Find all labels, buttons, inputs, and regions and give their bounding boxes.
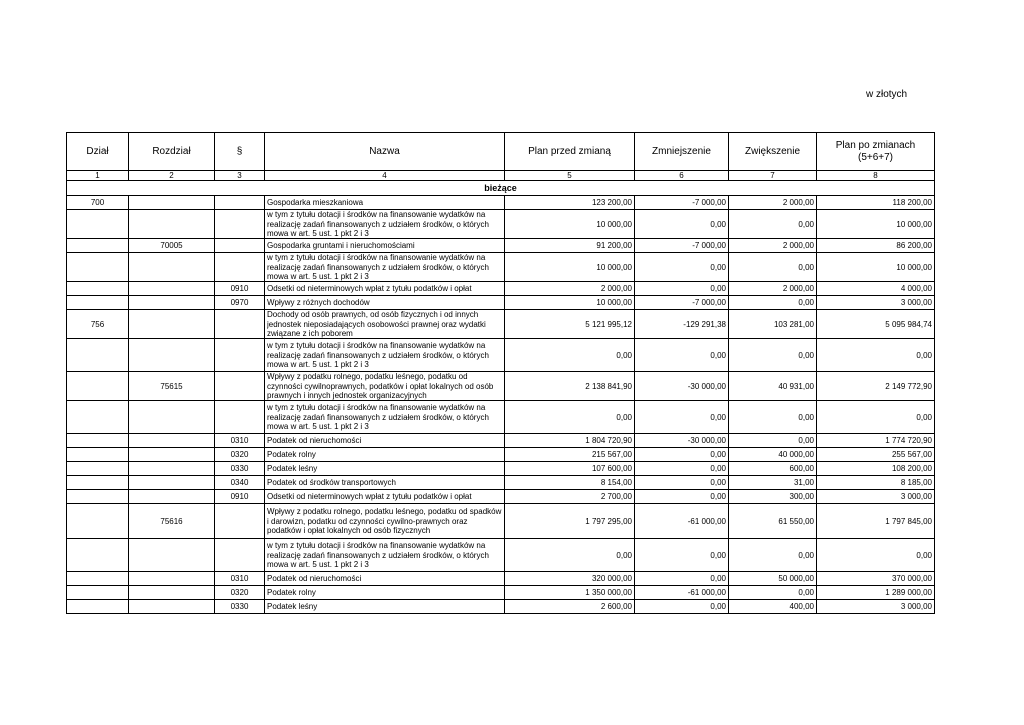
cell-nazwa — [265, 600, 505, 614]
cell-plan-przed: 8 154,00 — [505, 476, 635, 490]
cell-dzial — [67, 372, 129, 401]
cell-dzial — [67, 296, 129, 310]
cell-plan-po: 3 000,00 — [817, 490, 935, 504]
cell-zwiekszenie: 0,00 — [729, 434, 817, 448]
cell-plan-po: 5 095 984,74 — [817, 310, 935, 339]
cell-zmniejszenie: 0,00 — [635, 572, 729, 586]
table-row — [67, 310, 935, 339]
column-number: 3 — [215, 171, 265, 181]
cell-rozdzial — [129, 539, 215, 572]
cell-paragraf: 0330 — [215, 462, 265, 476]
cell-nazwa — [265, 401, 505, 434]
cell-plan-przed: 10 000,00 — [505, 210, 635, 239]
cell-plan-po: 4 000,00 — [817, 282, 935, 296]
cell-rozdzial — [129, 586, 215, 600]
cell-nazwa — [265, 434, 505, 448]
cell-rozdzial — [129, 310, 215, 339]
cell-nazwa — [265, 210, 505, 239]
cell-paragraf: 0320 — [215, 586, 265, 600]
column-number: 4 — [265, 171, 505, 181]
cell-rozdzial: 75615 — [129, 372, 215, 401]
cell-dzial — [67, 462, 129, 476]
cell-plan-przed: 320 000,00 — [505, 572, 635, 586]
cell-rozdzial — [129, 339, 215, 372]
cell-rozdzial — [129, 434, 215, 448]
row-name-text: Podatek od nieruchomości — [267, 436, 362, 446]
cell-dzial: 756 — [67, 310, 129, 339]
cell-plan-przed: 1 804 720,90 — [505, 434, 635, 448]
cell-zmniejszenie: 0,00 — [635, 539, 729, 572]
cell-zmniejszenie: -7 000,00 — [635, 296, 729, 310]
cell-nazwa — [265, 253, 505, 282]
cell-zwiekszenie: 61 550,00 — [729, 504, 817, 539]
cell-plan-przed: 2 700,00 — [505, 490, 635, 504]
cell-plan-po: 86 200,00 — [817, 239, 935, 253]
cell-paragraf — [215, 339, 265, 372]
cell-nazwa — [265, 282, 505, 296]
table-row — [67, 339, 935, 372]
cell-dzial — [67, 504, 129, 539]
table-row — [67, 253, 935, 282]
cell-plan-po: 0,00 — [817, 401, 935, 434]
cell-nazwa — [265, 539, 505, 572]
unit-label: w złotych — [866, 89, 908, 100]
cell-dzial — [67, 339, 129, 372]
cell-nazwa — [265, 490, 505, 504]
header-nazwa: Nazwa — [265, 133, 505, 171]
row-name-text: Podatek rolny — [267, 588, 316, 598]
cell-rozdzial — [129, 476, 215, 490]
cell-plan-przed: 1 797 295,00 — [505, 504, 635, 539]
cell-dzial — [67, 490, 129, 504]
cell-rozdzial — [129, 253, 215, 282]
header-row — [67, 133, 935, 171]
cell-dzial — [67, 401, 129, 434]
cell-nazwa — [265, 448, 505, 462]
cell-plan-przed: 2 138 841,90 — [505, 372, 635, 401]
cell-zmniejszenie: 0,00 — [635, 282, 729, 296]
cell-paragraf — [215, 401, 265, 434]
cell-nazwa — [265, 476, 505, 490]
cell-zwiekszenie: 40 000,00 — [729, 448, 817, 462]
cell-plan-przed: 215 567,00 — [505, 448, 635, 462]
cell-plan-po: 1 774 720,90 — [817, 434, 935, 448]
cell-plan-po: 10 000,00 — [817, 253, 935, 282]
row-name-text: Gospodarka mieszkaniowa — [267, 198, 364, 208]
row-name-text: Podatek rolny — [267, 450, 316, 460]
cell-plan-przed: 2 600,00 — [505, 600, 635, 614]
cell-paragraf: 0910 — [215, 490, 265, 504]
cell-dzial — [67, 448, 129, 462]
cell-zmniejszenie: -129 291,38 — [635, 310, 729, 339]
cell-paragraf: 0330 — [215, 600, 265, 614]
cell-dzial — [67, 434, 129, 448]
cell-dzial — [67, 210, 129, 239]
row-name-text: w tym z tytułu dotacji i środków na finansowanie wydatków na realizację zadań finansowanych z udziałem środków, o których mowa w art. 5 ust. 1 pkt 2 i 3 — [267, 403, 489, 432]
cell-paragraf — [215, 239, 265, 253]
table-row — [67, 462, 935, 476]
cell-rozdzial — [129, 600, 215, 614]
cell-paragraf: 0910 — [215, 282, 265, 296]
cell-plan-przed: 10 000,00 — [505, 296, 635, 310]
cell-zwiekszenie: 2 000,00 — [729, 196, 817, 210]
cell-plan-przed: 2 000,00 — [505, 282, 635, 296]
table-body — [67, 196, 935, 614]
cell-zwiekszenie: 0,00 — [729, 539, 817, 572]
column-number: 5 — [505, 171, 635, 181]
row-name-text: w tym z tytułu dotacji i środków na finansowanie wydatków na realizację zadań finansowanych z udziałem środków, o których mowa w art. 5 ust. 1 pkt 2 i 3 — [267, 341, 489, 370]
section-row — [67, 181, 935, 196]
cell-plan-po: 10 000,00 — [817, 210, 935, 239]
row-name-text: w tym z tytułu dotacji i środków na finansowanie wydatków na realizację zadań finansowanych z udziałem środków, o których mowa w art. 5 ust. 1 pkt 2 i 3 — [267, 541, 489, 570]
cell-paragraf: 0340 — [215, 476, 265, 490]
cell-nazwa — [265, 462, 505, 476]
cell-nazwa — [265, 310, 505, 339]
table-row — [67, 239, 935, 253]
cell-paragraf: 0310 — [215, 572, 265, 586]
cell-zwiekszenie: 40 931,00 — [729, 372, 817, 401]
cell-zmniejszenie: 0,00 — [635, 462, 729, 476]
cell-zwiekszenie: 31,00 — [729, 476, 817, 490]
table-row — [67, 372, 935, 401]
cell-plan-przed: 5 121 995,12 — [505, 310, 635, 339]
cell-paragraf: 0970 — [215, 296, 265, 310]
cell-zmniejszenie: 0,00 — [635, 448, 729, 462]
cell-zwiekszenie: 0,00 — [729, 210, 817, 239]
cell-plan-przed: 10 000,00 — [505, 253, 635, 282]
cell-paragraf — [215, 372, 265, 401]
cell-zmniejszenie: -7 000,00 — [635, 196, 729, 210]
row-name-text: Dochody od osób prawnych, od osób fizycznych i od innych jednostek nieposiadających osobowości prawnej oraz wydatki związane z ich poborem — [267, 310, 486, 339]
cell-paragraf — [215, 539, 265, 572]
cell-plan-po: 1 289 000,00 — [817, 586, 935, 600]
table-row — [67, 490, 935, 504]
cell-zwiekszenie: 0,00 — [729, 586, 817, 600]
header-plan-po: Plan po zmianach (5+6+7) — [817, 133, 935, 171]
cell-rozdzial — [129, 401, 215, 434]
cell-zwiekszenie: 50 000,00 — [729, 572, 817, 586]
header-plan-przed: Plan przed zmianą — [505, 133, 635, 171]
cell-paragraf — [215, 210, 265, 239]
row-name-text: Odsetki od nieterminowych wpłat z tytułu podatków i opłat — [267, 492, 472, 502]
cell-zmniejszenie: 0,00 — [635, 401, 729, 434]
cell-plan-po: 255 567,00 — [817, 448, 935, 462]
cell-paragraf: 0320 — [215, 448, 265, 462]
cell-zmniejszenie: 0,00 — [635, 600, 729, 614]
cell-rozdzial — [129, 282, 215, 296]
header-zwiekszenie: Zwiększenie — [729, 133, 817, 171]
cell-plan-przed: 1 350 000,00 — [505, 586, 635, 600]
cell-plan-po: 8 185,00 — [817, 476, 935, 490]
cell-dzial — [67, 572, 129, 586]
row-name-text: Podatek leśny — [267, 602, 318, 612]
cell-dzial — [67, 239, 129, 253]
cell-zwiekszenie: 2 000,00 — [729, 239, 817, 253]
cell-nazwa — [265, 239, 505, 253]
table-row — [67, 210, 935, 239]
table-row — [67, 600, 935, 614]
header-paragraf: § — [215, 133, 265, 171]
table-row — [67, 572, 935, 586]
cell-plan-przed: 0,00 — [505, 539, 635, 572]
cell-plan-po: 2 149 772,90 — [817, 372, 935, 401]
cell-rozdzial — [129, 210, 215, 239]
cell-rozdzial — [129, 572, 215, 586]
cell-plan-po: 118 200,00 — [817, 196, 935, 210]
cell-dzial — [67, 282, 129, 296]
cell-plan-przed: 0,00 — [505, 401, 635, 434]
cell-dzial — [67, 539, 129, 572]
row-name-text: Wpływy z podatku rolnego, podatku leśnego, podatku od czynności cywilnoprawnych, podatków i opłat lokalnych od osób prawnych i innych jednostek organizacyjnych — [267, 372, 494, 401]
cell-zwiekszenie: 0,00 — [729, 339, 817, 372]
cell-dzial — [67, 600, 129, 614]
cell-zmniejszenie: -30 000,00 — [635, 434, 729, 448]
cell-plan-po: 370 000,00 — [817, 572, 935, 586]
row-name-text: Odsetki od nieterminowych wpłat z tytułu podatków i opłat — [267, 284, 472, 294]
cell-paragraf — [215, 253, 265, 282]
table-row — [67, 586, 935, 600]
table-row — [67, 476, 935, 490]
cell-zmniejszenie: 0,00 — [635, 490, 729, 504]
cell-dzial — [67, 586, 129, 600]
cell-nazwa — [265, 296, 505, 310]
row-name-text: Podatek leśny — [267, 464, 318, 474]
column-number: 7 — [729, 171, 817, 181]
column-number: 2 — [129, 171, 215, 181]
column-number: 6 — [635, 171, 729, 181]
row-name-text: Podatek od nieruchomości — [267, 574, 362, 584]
table-row — [67, 296, 935, 310]
row-name-text: Gospodarka gruntami i nieruchomościami — [267, 241, 415, 251]
table-row — [67, 401, 935, 434]
cell-nazwa — [265, 572, 505, 586]
cell-nazwa — [265, 586, 505, 600]
cell-nazwa — [265, 372, 505, 401]
row-name-text: Podatek od środków transportowych — [267, 478, 396, 488]
section-title: bieżące — [67, 181, 935, 196]
cell-rozdzial — [129, 490, 215, 504]
cell-zmniejszenie: -30 000,00 — [635, 372, 729, 401]
row-name-text: w tym z tytułu dotacji i środków na finansowanie wydatków na realizację zadań finansowanych z udziałem środków, o których mowa w art. 5 ust. 1 pkt 2 i 3 — [267, 210, 489, 239]
cell-plan-po: 1 797 845,00 — [817, 504, 935, 539]
cell-zmniejszenie: -61 000,00 — [635, 586, 729, 600]
cell-rozdzial — [129, 296, 215, 310]
cell-plan-przed: 91 200,00 — [505, 239, 635, 253]
budget-table — [66, 132, 935, 614]
cell-paragraf — [215, 310, 265, 339]
cell-zwiekszenie: 0,00 — [729, 296, 817, 310]
cell-dzial — [67, 253, 129, 282]
cell-rozdzial: 70005 — [129, 239, 215, 253]
row-name-text: w tym z tytułu dotacji i środków na finansowanie wydatków na realizację zadań finansowanych z udziałem środków, o których mowa w art. 5 ust. 1 pkt 2 i 3 — [267, 253, 489, 282]
cell-plan-przed: 123 200,00 — [505, 196, 635, 210]
cell-zwiekszenie: 600,00 — [729, 462, 817, 476]
column-number: 1 — [67, 171, 129, 181]
cell-plan-po: 0,00 — [817, 539, 935, 572]
table-row — [67, 504, 935, 539]
cell-nazwa — [265, 196, 505, 210]
cell-rozdzial — [129, 448, 215, 462]
cell-zwiekszenie: 103 281,00 — [729, 310, 817, 339]
cell-zmniejszenie: -7 000,00 — [635, 239, 729, 253]
cell-plan-po: 0,00 — [817, 339, 935, 372]
cell-zmniejszenie: 0,00 — [635, 253, 729, 282]
cell-nazwa — [265, 339, 505, 372]
row-name-text: Wpływy z różnych dochodów — [267, 298, 370, 308]
cell-rozdzial: 75616 — [129, 504, 215, 539]
cell-paragraf — [215, 504, 265, 539]
cell-zwiekszenie: 400,00 — [729, 600, 817, 614]
table-row — [67, 448, 935, 462]
cell-zmniejszenie: 0,00 — [635, 339, 729, 372]
table-row — [67, 196, 935, 210]
cell-zwiekszenie: 300,00 — [729, 490, 817, 504]
cell-zwiekszenie: 0,00 — [729, 253, 817, 282]
cell-zmniejszenie: 0,00 — [635, 210, 729, 239]
cell-nazwa — [265, 504, 505, 539]
cell-zmniejszenie: -61 000,00 — [635, 504, 729, 539]
cell-plan-po: 108 200,00 — [817, 462, 935, 476]
cell-dzial: 700 — [67, 196, 129, 210]
column-number: 8 — [817, 171, 935, 181]
cell-dzial — [67, 476, 129, 490]
cell-plan-przed: 107 600,00 — [505, 462, 635, 476]
table-row — [67, 434, 935, 448]
cell-zmniejszenie: 0,00 — [635, 476, 729, 490]
header-rozdzial: Rozdział — [129, 133, 215, 171]
cell-paragraf — [215, 196, 265, 210]
cell-zwiekszenie: 2 000,00 — [729, 282, 817, 296]
column-number-row — [67, 171, 935, 181]
cell-plan-po: 3 000,00 — [817, 296, 935, 310]
cell-zwiekszenie: 0,00 — [729, 401, 817, 434]
header-dzial: Dział — [67, 133, 129, 171]
cell-rozdzial — [129, 462, 215, 476]
cell-paragraf: 0310 — [215, 434, 265, 448]
cell-rozdzial — [129, 196, 215, 210]
table-row — [67, 282, 935, 296]
cell-plan-po: 3 000,00 — [817, 600, 935, 614]
cell-plan-przed: 0,00 — [505, 339, 635, 372]
row-name-text: Wpływy z podatku rolnego, podatku leśnego, podatku od spadków i darowizn, podatku od czynności cywilno-prawnych oraz podatków i opłat lokalnych od osób fizycznych — [267, 507, 502, 536]
header-zmniejszenie: Zmniejszenie — [635, 133, 729, 171]
table-row — [67, 539, 935, 572]
